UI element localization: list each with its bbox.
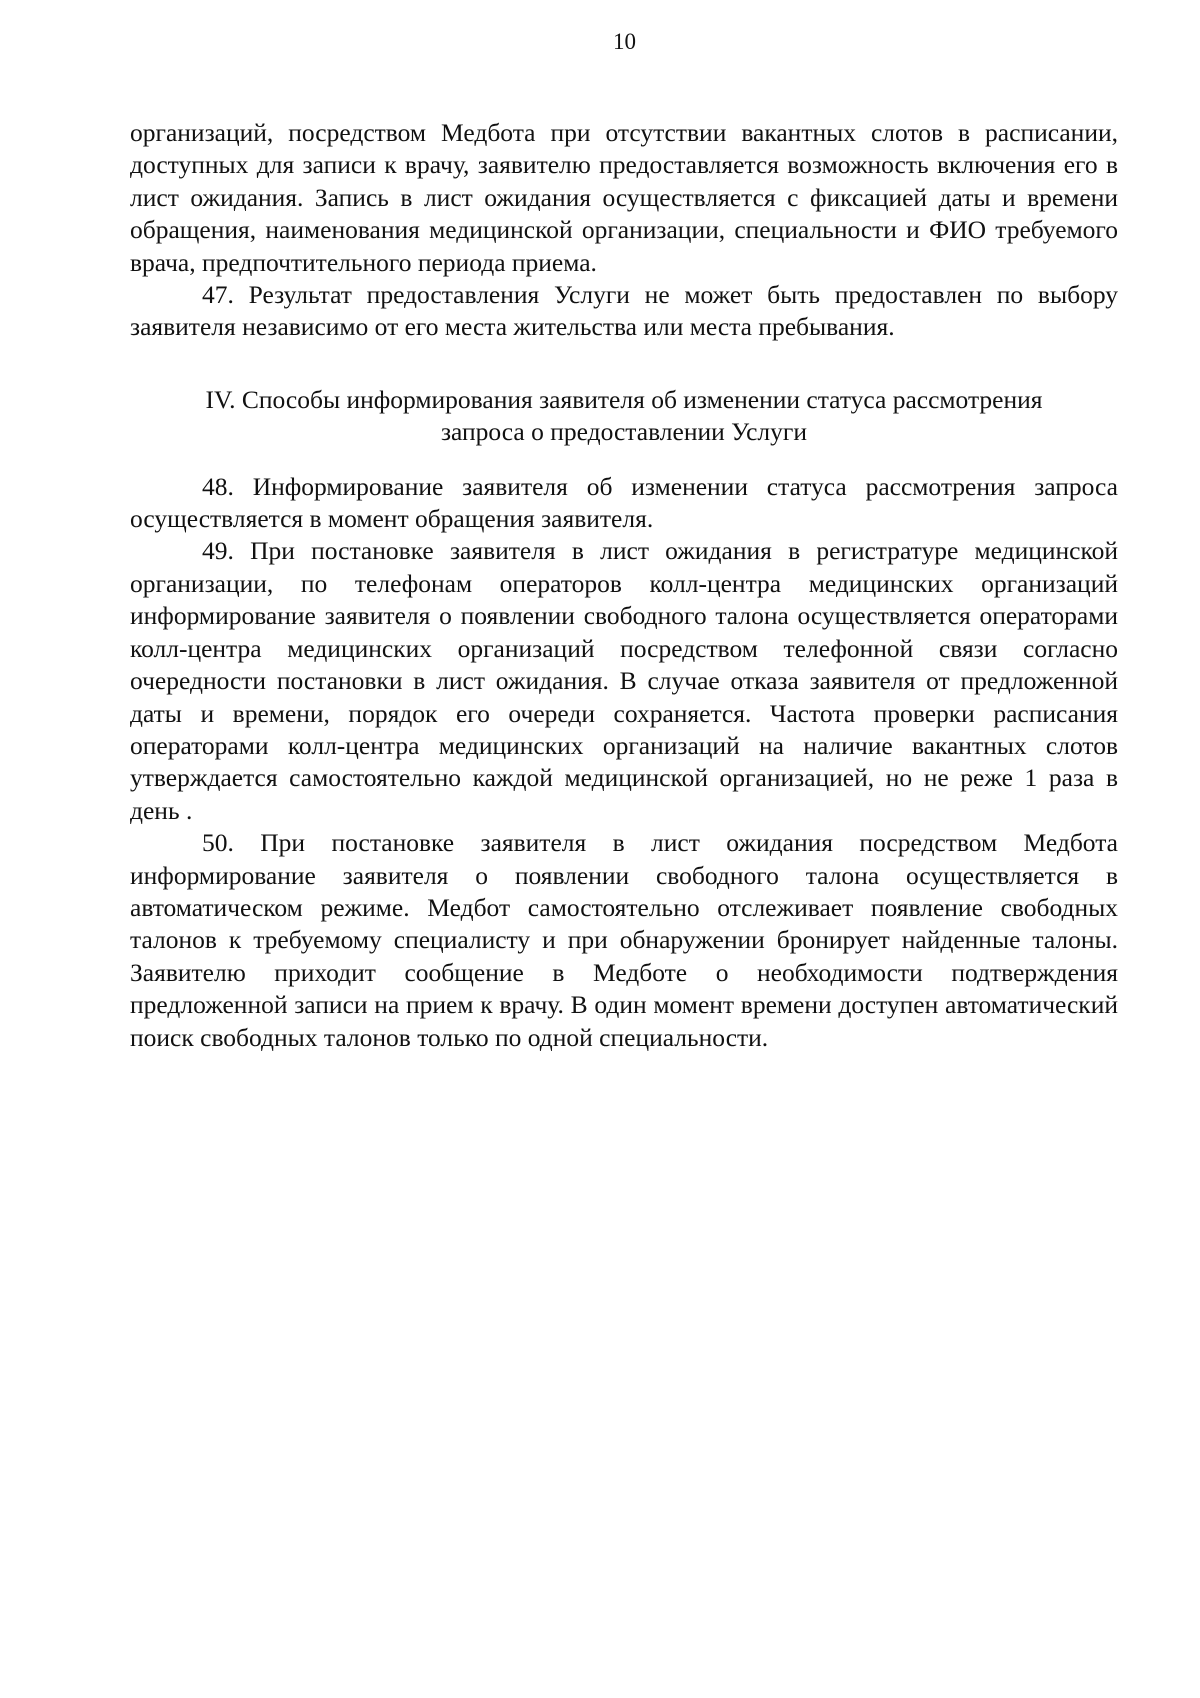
paragraph-49: 49. При постановке заявителя в лист ожидания в регистратуре медицинской организации, по телефонам операторов колл-центра медицинских организаций информирование заявителя о появлении свободного талона осуществляется операторами колл-центра медицинских организаций посредством телефонной связи согласно очередности постановки в лист ожидания. В случае отказа заявителя от предложенной даты и времени, порядок его очереди сохраняется. Частота проверки расписания операторами колл-центра медицинских организаций на наличие вакантных слотов утверждается самостоятельно каждой медицинской организацией, но не реже 1 раза в день . (130, 536, 1118, 825)
paragraph-47: 47. Результат предоставления Услуги не может быть предоставлен по выбору заявителя независимо от его места жительства или места пребывания. (130, 280, 1118, 342)
section-heading (130, 384, 1118, 449)
section-title-line-2: запроса о предоставлении Услуги (440, 417, 808, 447)
section-title-line-1: IV. Способы информирования заявителя об изменении статуса рассмотрения (205, 384, 1043, 414)
paragraph-48: 48. Информирование заявителя об изменении статуса рассмотрения запроса осуществляется в момент обращения заявителя. (130, 471, 1118, 534)
document-body (130, 117, 1118, 1054)
paragraph-continuation: организаций, посредством Медбота при отсутствии вакантных слотов в расписании, доступных для записи к врачу, заявителю предоставляется возможность включения его в лист ожидания. Запись в лист ожидания осуществляется с фиксацией даты и времени обращения, наименования медицинской организации, специальности и ФИО требуемого врача, предпочтительного периода приема. (130, 118, 1118, 277)
paragraph-50: 50. При постановке заявителя в лист ожидания посредством Медбота информирование заявителя о появлении свободного талона осуществляется в автоматическом режиме. Медбот самостоятельно отслеживает появление свободных талонов к требуемому специалисту и при обнаружении бронирует найденные талоны. Заявителю приходит сообщение в Медботе о необходимости подтверждения предложенной записи на прием к врачу. В один момент времени доступен автоматический поиск свободных талонов только по одной специальности. (130, 828, 1118, 1052)
page-number: 10 (613, 29, 636, 54)
